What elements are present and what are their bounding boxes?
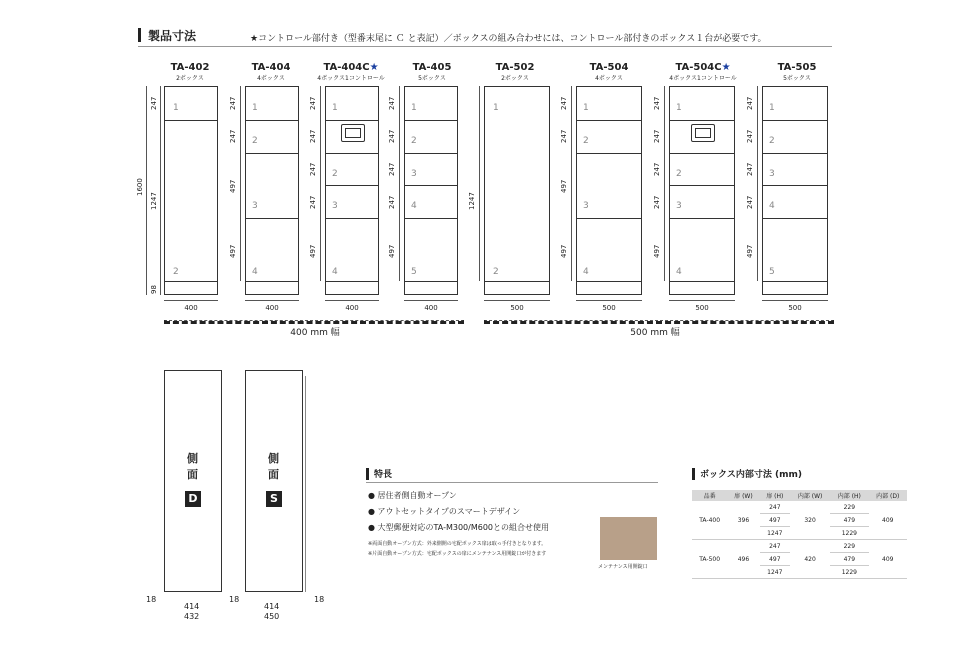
feature-note: ※両面自動オープン方式：外来側開の宅配ボックス扉は取っ手付きとなります。	[368, 541, 547, 547]
dim-label: 247	[309, 162, 317, 176]
features-title: 特長	[374, 470, 393, 480]
dim-label: 497	[653, 244, 661, 258]
unit-ta-504c	[669, 86, 735, 295]
width-label: 500	[788, 304, 802, 312]
dim-label: 497	[560, 244, 568, 258]
dim-label: 247	[653, 195, 661, 209]
box-number: 3	[332, 201, 338, 211]
box-number: 1	[769, 103, 775, 113]
side-inner-dim: 414	[264, 602, 280, 611]
dim-label: 247	[653, 96, 661, 110]
dim-label: 1247	[468, 192, 476, 210]
box-number: 2	[583, 136, 589, 146]
side-edge-dim: 18	[229, 595, 240, 604]
group-bracket-400	[164, 320, 464, 324]
model-label: TA-402 2ボックス	[170, 62, 210, 82]
feature-note: ※片面自動オープン方式：宅配ボックスの扉にメンテナンス用開錠口が付きます	[368, 551, 547, 557]
group-label-500: 500 mm 幅	[630, 328, 680, 338]
table-title: ボックス内部寸法 (mm)	[700, 470, 803, 480]
box-number: 4	[252, 267, 258, 277]
dim-label: 497	[560, 179, 568, 193]
dim-label: 497	[309, 244, 317, 258]
dim-label: 247	[229, 96, 237, 110]
unit-ta-504	[576, 86, 642, 295]
width-label: 400	[265, 304, 279, 312]
dim-label: 98	[150, 285, 158, 294]
feature-item: ● 大型郵便対応のTA-M300/M600との組合せ使用	[368, 523, 550, 532]
header-bar	[138, 28, 141, 42]
box-number: 2	[769, 136, 775, 146]
col-header: 内部 (W)	[790, 490, 830, 501]
header-note: ★コントロール部付き（型番末尾に Ｃ と表記）／ボックスの組み合わせには、コントロール部付きのボックス１台が必要です。	[250, 34, 767, 44]
dim-label: 497	[746, 244, 754, 258]
model-label: TA-504 4ボックス	[589, 62, 629, 82]
dim-label: 247	[746, 129, 754, 143]
model-label: TA-502 2ボックス	[495, 62, 535, 82]
side-edge-dim: 18	[314, 595, 325, 604]
unit-ta-402	[164, 86, 218, 295]
box-number: 4	[769, 201, 775, 211]
group-bracket-500	[484, 320, 834, 324]
dim-label: 247	[388, 162, 396, 176]
model-label: TA-405 5ボックス	[412, 62, 452, 82]
model-label: TA-404 4ボックス	[251, 62, 291, 82]
side-label: 側面	[187, 452, 198, 481]
width-label: 400	[184, 304, 198, 312]
unit-ta-404c	[325, 86, 379, 295]
model-label: TA-505 5ボックス	[777, 62, 817, 82]
col-header: 内部 (H)	[830, 490, 868, 501]
box-number: 5	[411, 267, 417, 277]
dim-label: 247	[653, 162, 661, 176]
box-number: 2	[676, 169, 682, 179]
dim-label: 247	[653, 129, 661, 143]
control-panel-icon	[341, 124, 365, 142]
box-number: 4	[583, 267, 589, 277]
dim-label: 247	[309, 96, 317, 110]
table-row: 497 479	[692, 514, 907, 527]
dim-label: 247	[229, 129, 237, 143]
table-row: TA-500 496 247 420 229 409	[692, 540, 907, 553]
col-header: 扉 (W)	[727, 490, 759, 501]
box-number: 2	[173, 267, 179, 277]
side-outer-dim: 450	[264, 612, 280, 621]
dim-label: 247	[388, 195, 396, 209]
box-number: 4	[676, 267, 682, 277]
table-row: 497 479	[692, 553, 907, 566]
width-label: 400	[345, 304, 359, 312]
width-label: 400	[424, 304, 438, 312]
control-panel-icon	[691, 124, 715, 142]
page-title: 製品寸法	[148, 29, 197, 43]
table-row: 1247 1229	[692, 527, 907, 540]
dim-label: 247	[746, 162, 754, 176]
unit-ta-404	[245, 86, 299, 295]
box-number: 1	[493, 103, 499, 113]
side-inner-dim: 414	[184, 602, 200, 611]
box-number: 3	[252, 201, 258, 211]
photo-caption: メンテナンス用開錠口	[598, 564, 648, 570]
box-number: 5	[769, 267, 775, 277]
group-label-400: 400 mm 幅	[290, 328, 340, 338]
box-number: 2	[252, 136, 258, 146]
model-label: TA-404C★ 4ボックス1コントロール	[317, 62, 385, 82]
dim-label: 247	[388, 129, 396, 143]
box-number: 1	[252, 103, 258, 113]
dim-label: 1600	[136, 178, 144, 196]
box-number: 3	[676, 201, 682, 211]
col-header: 内部 (D)	[869, 490, 908, 501]
width-label: 500	[602, 304, 616, 312]
dim-label: 497	[229, 244, 237, 258]
side-outer-dim: 432	[184, 612, 200, 621]
box-number: 3	[769, 169, 775, 179]
dim-label: 497	[388, 244, 396, 258]
width-label: 500	[695, 304, 709, 312]
dim-label: 247	[309, 195, 317, 209]
depth-d-icon: D	[185, 491, 201, 507]
dim-label: 247	[388, 96, 396, 110]
side-label: 側面	[268, 452, 279, 481]
col-header: 扉 (H)	[760, 490, 790, 501]
maintenance-photo	[600, 517, 657, 560]
dim-label: 1247	[150, 192, 158, 210]
unit-ta-405	[404, 86, 458, 295]
feature-item: ● 居住者側自動オープン	[368, 491, 457, 500]
side-view-right	[245, 370, 303, 592]
dim-label: 497	[229, 179, 237, 193]
table-row: 1247 1229	[692, 566, 907, 579]
side-view-left	[164, 370, 222, 592]
box-number: 4	[411, 201, 417, 211]
box-number: 1	[332, 103, 338, 113]
dim-label: 247	[746, 96, 754, 110]
box-number: 1	[173, 103, 179, 113]
unit-ta-502	[484, 86, 550, 295]
spec-table	[692, 490, 907, 579]
side-edge-dim: 18	[146, 595, 157, 604]
feature-item: ● アウトセットタイプのスマートデザイン	[368, 507, 521, 516]
box-number: 4	[332, 267, 338, 277]
dim-label: 247	[560, 129, 568, 143]
dim-label: 247	[309, 129, 317, 143]
dim-label: 247	[560, 96, 568, 110]
table-bar	[692, 468, 695, 480]
box-number: 2	[332, 169, 338, 179]
box-number: 3	[583, 201, 589, 211]
box-number: 1	[583, 103, 589, 113]
box-number: 2	[411, 136, 417, 146]
depth-s-icon: S	[266, 491, 282, 507]
features-bar	[366, 468, 369, 480]
col-header: 品番	[692, 490, 727, 501]
dim-label: 247	[746, 195, 754, 209]
box-number: 2	[493, 267, 499, 277]
unit-ta-505	[762, 86, 828, 295]
box-number: 1	[676, 103, 682, 113]
model-label: TA-504C★ 4ボックス1コントロール	[669, 62, 737, 82]
table-row: TA-400 396 247 320 229 409	[692, 501, 907, 514]
box-number: 3	[411, 169, 417, 179]
width-label: 500	[510, 304, 524, 312]
box-number: 1	[411, 103, 417, 113]
dim-label: 247	[150, 96, 158, 110]
header-rule	[138, 46, 832, 47]
